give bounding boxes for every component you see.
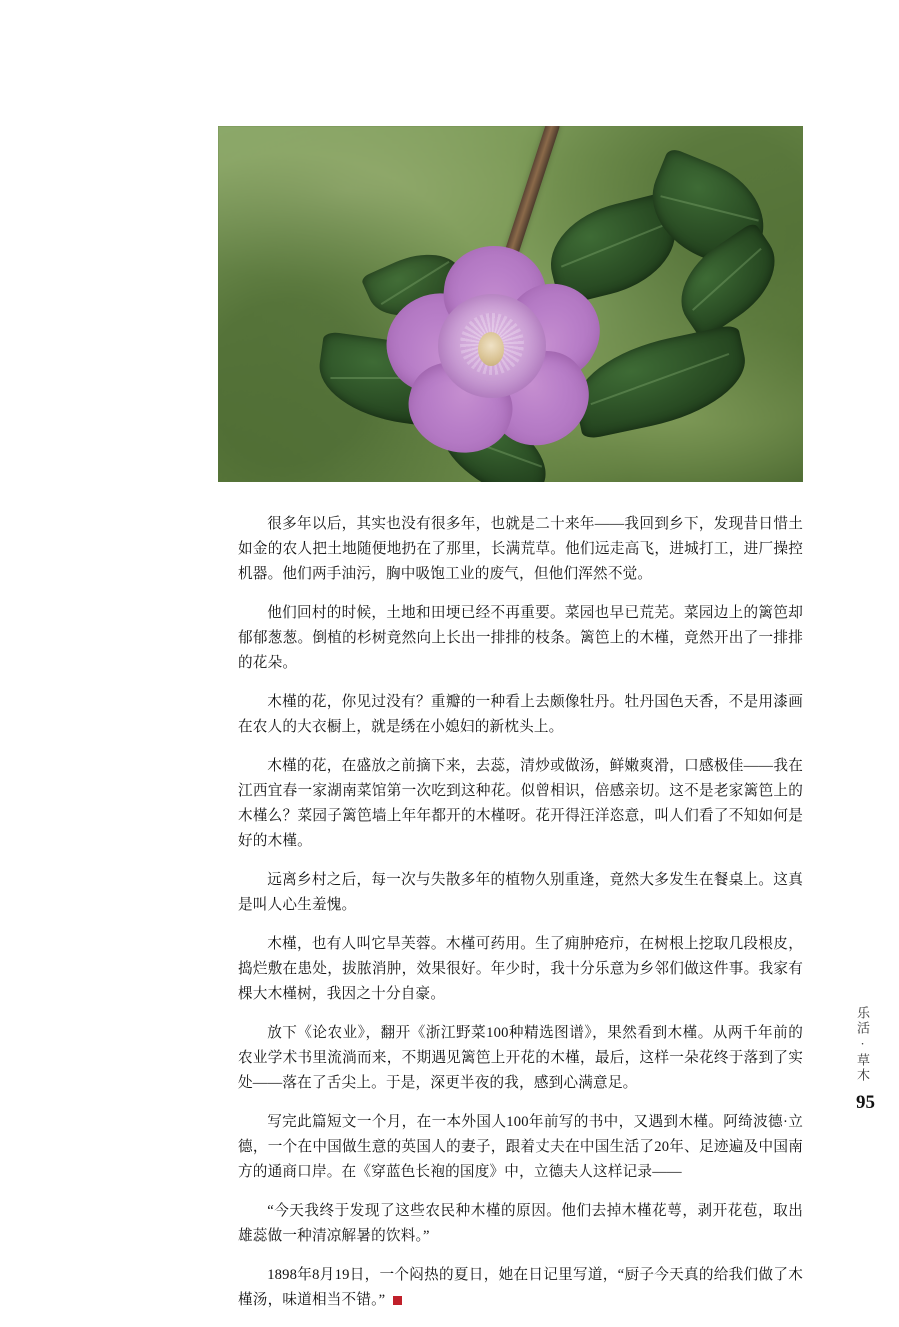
section-label: 乐活·草木 [855, 1006, 870, 1083]
paragraph: 他们回村的时候，土地和田埂已经不再重要。菜园也早已荒芜。菜园边上的篱笆却郁郁葱葱。倒植的杉树竟然向上长出一排排的枝条。篱笆上的木槿，竟然开出了一排排的花朵。 [238, 605, 803, 671]
hibiscus-flower [386, 246, 596, 451]
end-mark-icon [393, 1296, 402, 1305]
hibiscus-photo [218, 126, 803, 482]
final-paragraph [238, 1263, 803, 1313]
paragraph: 木槿的花，在盛放之前摘下来，去蕊，清炒或做汤，鲜嫩爽滑，口感极佳——我在江西宜春一家湖南菜馆第一次吃到这种花。似曾相识，倍感亲切。这不是老家篱笆上的木槿么？菜园子篱笆墙上年年都开的木槿呀。花开得汪洋恣意，叫人们看了不知如何是好的木槿。 [238, 758, 803, 849]
final-paragraph-text: 1898年8月19日，一个闷热的夏日，她在日记里写道，“厨子今天真的给我们做了木槿汤，味道相当不错。” [238, 1267, 803, 1308]
paragraph: 木槿，也有人叫它旱芙蓉。木槿可药用。生了痈肿疮疖，在树根上挖取几段根皮，捣烂敷在患处，拔脓消肿，效果很好。年少时，我十分乐意为乡邻们做这件事。我家有棵大木槿树，我因之十分自豪。 [238, 936, 803, 1002]
paragraph: 远离乡村之后，每一次与失散多年的植物久别重逢，竟然大多发生在餐桌上。这真是叫人心生羞愧。 [238, 872, 803, 913]
page-number: 95 [856, 1092, 875, 1113]
paragraph: 很多年以后，其实也没有很多年，也就是二十来年——我回到乡下，发现昔日惜土如金的农人把土地随便地扔在了那里，长满荒草。他们远走高飞，进城打工，进厂操控机器。他们两手油污，胸中吸饱工业的废气，但他们浑然不觉。 [238, 516, 803, 582]
paragraph: 放下《论农业》，翻开《浙江野菜100种精选图谱》，果然看到木槿。从两千年前的农业学术书里流淌而来，不期遇见篱笆上开花的木槿，最后，这样一朵花终于落到了实处——落在了舌尖上。于是，深更半夜的我，感到心满意足。 [238, 1025, 803, 1091]
quoted-paragraph: “今天我终于发现了这些农民种木槿的原因。他们去掉木槿花萼，剥开花苞，取出雄蕊做一种清凉解暑的饮料。” [238, 1203, 803, 1244]
paragraph: 写完此篇短文一个月，在一本外国人100年前写的书中，又遇到木槿。阿绮波德·立德，一个在中国做生意的英国人的妻子，跟着丈夫在中国生活了20年、足迹遍及中国南方的通商口岸。在《穿蓝色长袍的国度》中，立德夫人这样记录—— [238, 1114, 803, 1180]
paragraph: 木槿的花，你见过没有？重瓣的一种看上去颇像牡丹。牡丹国色天香，不是用漆画在农人的大衣橱上，就是绣在小媳妇的新枕头上。 [238, 694, 803, 735]
stamen-icon [478, 332, 504, 366]
article-body [238, 512, 803, 1327]
